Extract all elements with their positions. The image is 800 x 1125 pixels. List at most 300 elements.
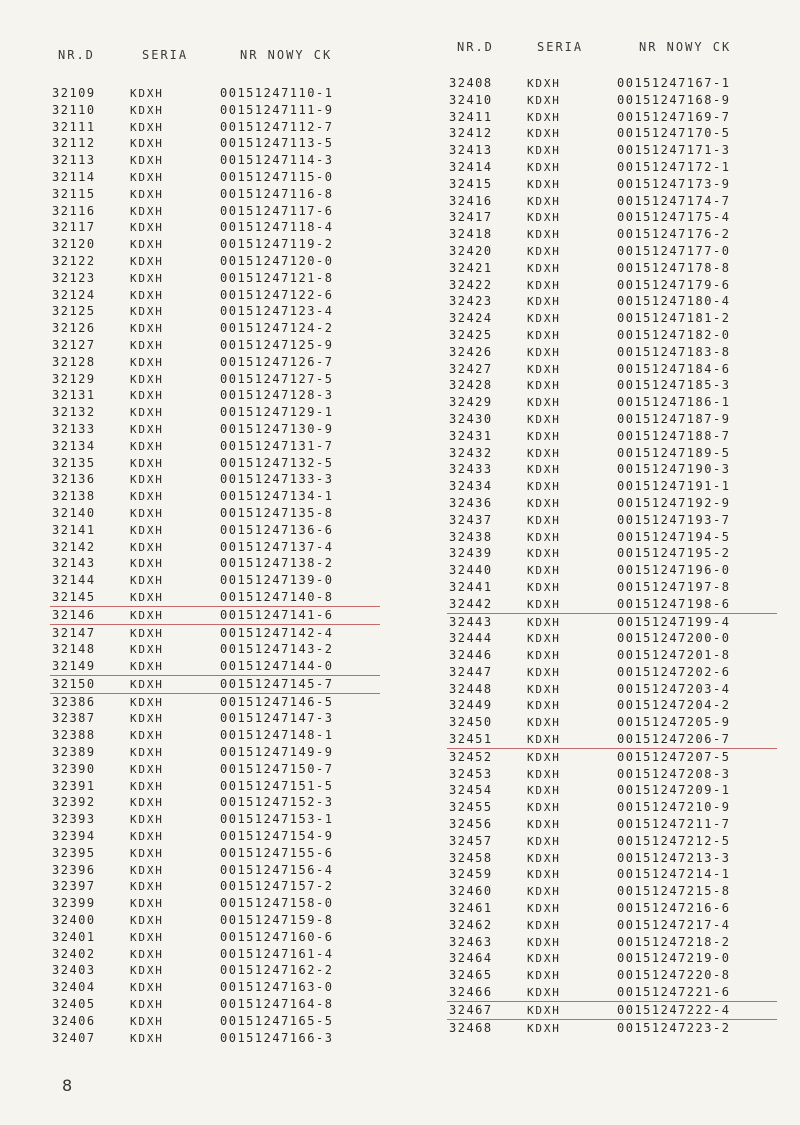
table-row: [447, 142, 777, 159]
row-nowy: 00151247159-8: [220, 913, 334, 928]
table-row: [447, 411, 777, 428]
row-seria: KDXH: [130, 574, 164, 588]
row-seria: KDXH: [527, 295, 561, 309]
row-nowy: 00151247188-7: [617, 428, 731, 443]
row-nr: 32466: [449, 985, 493, 1000]
table-row: [447, 681, 777, 698]
table-row: [50, 962, 380, 979]
table-row: [447, 260, 777, 277]
row-seria: KDXH: [527, 110, 561, 124]
row-nr: 32129: [52, 371, 96, 386]
table-row: [447, 445, 777, 462]
table-row: [447, 866, 777, 883]
row-nr: 32468: [449, 1020, 493, 1035]
row-nr: 32136: [52, 472, 96, 487]
row-seria: KDXH: [130, 187, 164, 201]
row-nr: 32401: [52, 929, 96, 944]
row-nowy: 00151247117-6: [220, 203, 334, 218]
row-nowy: 00151247146-5: [220, 694, 334, 709]
row-seria: KDXH: [130, 540, 164, 554]
row-nowy: 00151247120-0: [220, 253, 334, 268]
table-row: [447, 159, 777, 176]
row-nowy: 00151247185-3: [617, 378, 731, 393]
row-seria: KDXH: [130, 643, 164, 657]
table-row: [50, 320, 380, 337]
row-nr: 32432: [449, 445, 493, 460]
row-nr: 32414: [449, 159, 493, 174]
row-nr: 32455: [449, 800, 493, 815]
row-nr: 32444: [449, 631, 493, 646]
row-seria: KDXH: [527, 463, 561, 477]
row-seria: KDXH: [130, 964, 164, 978]
row-nr: 32457: [449, 833, 493, 848]
table-row: [50, 455, 380, 472]
row-nowy: 00151247157-2: [220, 879, 334, 894]
row-seria: KDXH: [527, 1003, 561, 1017]
row-seria: KDXH: [527, 396, 561, 410]
row-seria: KDXH: [527, 547, 561, 561]
row-seria: KDXH: [130, 813, 164, 827]
table-row: [50, 505, 380, 522]
row-nowy: 00151247150-7: [220, 761, 334, 776]
row-seria: KDXH: [527, 244, 561, 258]
row-nr: 32117: [52, 220, 96, 235]
table-row: [50, 555, 380, 572]
row-seria: KDXH: [130, 170, 164, 184]
row-nr: 32407: [52, 1030, 96, 1045]
row-seria: KDXH: [527, 530, 561, 544]
row-nowy: 00151247190-3: [617, 462, 731, 477]
table-row: [50, 912, 380, 929]
row-seria: KDXH: [130, 372, 164, 386]
row-nr: 32127: [52, 337, 96, 352]
row-nr: 32131: [52, 388, 96, 403]
row-nr: 32141: [52, 522, 96, 537]
header-seria: SERIA: [537, 40, 584, 54]
table-row: [50, 539, 380, 556]
row-seria: KDXH: [527, 986, 561, 1000]
row-nowy: 00151247183-8: [617, 344, 731, 359]
row-nr: 32439: [449, 546, 493, 561]
row-nr: 32436: [449, 495, 493, 510]
left-column: [50, 40, 380, 1045]
row-seria: KDXH: [130, 87, 164, 100]
table-row: [447, 512, 777, 529]
row-seria: KDXH: [130, 930, 164, 944]
row-nr: 32392: [52, 795, 96, 810]
row-nowy: 00151247204-2: [617, 698, 731, 713]
row-nowy: 00151247154-9: [220, 829, 334, 844]
row-nr: 32114: [52, 169, 96, 184]
row-nr: 32411: [449, 109, 493, 124]
row-nr: 32143: [52, 556, 96, 571]
row-nr: 32465: [449, 968, 493, 983]
row-nr: 32420: [449, 243, 493, 258]
row-nr: 32456: [449, 817, 493, 832]
row-nr: 32447: [449, 664, 493, 679]
row-seria: KDXH: [527, 194, 561, 208]
row-nowy: 00151247133-3: [220, 472, 334, 487]
row-nowy: 00151247220-8: [617, 968, 731, 983]
row-seria: KDXH: [130, 154, 164, 168]
row-nowy: 00151247114-3: [220, 153, 334, 168]
row-nowy: 00151247118-4: [220, 220, 334, 235]
table-row: [50, 710, 380, 727]
row-nr: 32451: [449, 732, 493, 747]
table-row: [447, 614, 777, 631]
row-nr: 32416: [449, 193, 493, 208]
row-nowy: 00151247205-9: [617, 715, 731, 730]
row-nr: 32442: [449, 596, 493, 611]
row-nowy: 00151247214-1: [617, 867, 731, 882]
row-seria: KDXH: [527, 649, 561, 663]
row-nowy: 00151247139-0: [220, 573, 334, 588]
row-nr: 32433: [449, 462, 493, 477]
row-nr: 32148: [52, 642, 96, 657]
row-nowy: 00151247129-1: [220, 405, 334, 420]
row-nr: 32128: [52, 354, 96, 369]
row-seria: KDXH: [130, 981, 164, 995]
row-seria: KDXH: [527, 750, 561, 764]
row-seria: KDXH: [130, 880, 164, 894]
row-seria: KDXH: [130, 254, 164, 268]
row-nowy: 00151247191-1: [617, 479, 731, 494]
row-seria: KDXH: [130, 914, 164, 928]
row-nowy: 00151247174-7: [617, 193, 731, 208]
row-nowy: 00151247171-3: [617, 143, 731, 158]
row-nowy: 00151247176-2: [617, 227, 731, 242]
row-nr: 32430: [449, 411, 493, 426]
table-row: [447, 596, 777, 614]
row-seria: KDXH: [130, 830, 164, 844]
table-row: [447, 310, 777, 327]
row-seria: KDXH: [130, 1014, 164, 1028]
table-row: [447, 226, 777, 243]
table-row: [447, 664, 777, 681]
table-row: [50, 694, 380, 711]
row-nowy: 00151247134-1: [220, 489, 334, 504]
table-row: [50, 488, 380, 505]
row-nr: 32431: [449, 428, 493, 443]
row-nr: 32395: [52, 845, 96, 860]
row-nowy: 00151247164-8: [220, 997, 334, 1012]
page-number: 8: [62, 1076, 73, 1095]
row-nr: 32463: [449, 934, 493, 949]
row-seria: KDXH: [130, 712, 164, 726]
table-row: [447, 243, 777, 260]
row-seria: KDXH: [527, 699, 561, 713]
table-row: [447, 984, 777, 1002]
row-nr: 32464: [449, 951, 493, 966]
row-nr: 32449: [449, 698, 493, 713]
row-nowy: 00151247119-2: [220, 237, 334, 252]
row-nr: 32443: [449, 614, 493, 629]
row-nr: 32111: [52, 119, 96, 134]
table-row: [447, 1020, 777, 1037]
row-nowy: 00151247110-1: [220, 86, 334, 100]
row-seria: KDXH: [130, 608, 164, 622]
row-nowy: 00151247193-7: [617, 512, 731, 527]
row-nowy: 00151247148-1: [220, 728, 334, 743]
row-nr: 32145: [52, 589, 96, 604]
row-nr: 32403: [52, 963, 96, 978]
row-nr: 32421: [449, 260, 493, 275]
row-nr: 32394: [52, 829, 96, 844]
table-row: [447, 967, 777, 984]
row-seria: KDXH: [527, 868, 561, 882]
table-row: [50, 85, 380, 102]
row-seria: KDXH: [130, 846, 164, 860]
table-row: [50, 1030, 380, 1047]
table-row: [447, 109, 777, 126]
row-nr: 32113: [52, 153, 96, 168]
row-nowy: 00151247125-9: [220, 337, 334, 352]
table-row: [50, 152, 380, 169]
row-seria: KDXH: [527, 665, 561, 679]
row-nowy: 00151247202-6: [617, 664, 731, 679]
row-seria: KDXH: [527, 767, 561, 781]
row-nowy: 00151247128-3: [220, 388, 334, 403]
row-seria: KDXH: [130, 626, 164, 640]
table-row: [50, 169, 380, 186]
row-nowy: 00151247112-7: [220, 119, 334, 134]
row-nowy: 00151247151-5: [220, 778, 334, 793]
row-seria: KDXH: [527, 429, 561, 443]
row-nowy: 00151247127-5: [220, 371, 334, 386]
row-seria: KDXH: [130, 677, 164, 691]
table-row: [447, 731, 777, 749]
row-seria: KDXH: [130, 1031, 164, 1045]
row-seria: KDXH: [130, 338, 164, 352]
row-nr: 32149: [52, 659, 96, 674]
row-seria: KDXH: [130, 305, 164, 319]
row-seria: KDXH: [130, 762, 164, 776]
table-row: [50, 270, 380, 287]
row-seria: KDXH: [130, 238, 164, 252]
row-seria: KDXH: [527, 345, 561, 359]
row-nr: 32437: [449, 512, 493, 527]
row-nowy: 00151247111-9: [220, 102, 334, 117]
row-nr: 32147: [52, 625, 96, 640]
row-nowy: 00151247158-0: [220, 896, 334, 911]
row-nr: 32441: [449, 579, 493, 594]
table-row: [447, 75, 777, 92]
row-nr: 32417: [449, 210, 493, 225]
row-nowy: 00151247223-2: [617, 1020, 731, 1035]
table-row: [447, 377, 777, 394]
table-row: [447, 327, 777, 344]
row-nr: 32413: [449, 143, 493, 158]
table-row: [447, 461, 777, 478]
table-row: [447, 562, 777, 579]
row-seria: KDXH: [527, 480, 561, 494]
table-row: [50, 744, 380, 761]
row-seria: KDXH: [130, 439, 164, 453]
table-row: [50, 371, 380, 388]
row-nowy: 00151247181-2: [617, 311, 731, 326]
row-nr: 32461: [449, 901, 493, 916]
right-header: [447, 40, 777, 68]
table-row: [447, 545, 777, 562]
row-nr: 32140: [52, 505, 96, 520]
row-nowy: 00151247212-5: [617, 833, 731, 848]
table-row: [447, 176, 777, 193]
row-nr: 32133: [52, 421, 96, 436]
row-nr: 32132: [52, 405, 96, 420]
row-nowy: 00151247132-5: [220, 455, 334, 470]
row-nowy: 00151247195-2: [617, 546, 731, 561]
row-nr: 32115: [52, 186, 96, 201]
row-seria: KDXH: [130, 288, 164, 302]
table-row: [50, 929, 380, 946]
row-nr: 32110: [52, 102, 96, 117]
row-nowy: 00151247182-0: [617, 327, 731, 342]
row-nowy: 00151247197-8: [617, 579, 731, 594]
row-nowy: 00151247126-7: [220, 354, 334, 369]
row-nr: 32438: [449, 529, 493, 544]
row-nr: 32126: [52, 321, 96, 336]
row-nowy: 00151247135-8: [220, 505, 334, 520]
row-nowy: 00151247145-7: [220, 676, 334, 691]
table-row: [447, 209, 777, 226]
row-nr: 32123: [52, 270, 96, 285]
row-nowy: 00151247165-5: [220, 1013, 334, 1028]
row-nowy: 00151247213-3: [617, 850, 731, 865]
table-row: [50, 946, 380, 963]
row-nr: 32150: [52, 676, 96, 691]
table-row: [50, 658, 380, 676]
row-seria: KDXH: [527, 969, 561, 983]
table-row: [447, 293, 777, 310]
table-row: [50, 421, 380, 438]
row-nr: 32452: [449, 749, 493, 764]
table-row: [447, 950, 777, 967]
table-row: [447, 749, 777, 766]
row-seria: KDXH: [130, 389, 164, 403]
row-seria: KDXH: [527, 328, 561, 342]
row-nr: 32467: [449, 1002, 493, 1017]
row-nowy: 00151247169-7: [617, 109, 731, 124]
row-nowy: 00151247131-7: [220, 438, 334, 453]
table-row: [50, 135, 380, 152]
table-row: [447, 647, 777, 664]
row-nowy: 00151247216-6: [617, 901, 731, 916]
row-nowy: 00151247175-4: [617, 210, 731, 225]
row-nowy: 00151247219-0: [617, 951, 731, 966]
table-row: [447, 697, 777, 714]
row-nr: 32391: [52, 778, 96, 793]
table-row: [50, 253, 380, 270]
row-nr: 32135: [52, 455, 96, 470]
row-nowy: 00151247207-5: [617, 749, 731, 764]
table-row: [447, 344, 777, 361]
row-nowy: 00151247189-5: [617, 445, 731, 460]
row-nowy: 00151247179-6: [617, 277, 731, 292]
row-seria: KDXH: [527, 818, 561, 832]
header-nr: NR.D: [58, 48, 95, 62]
row-nr: 32422: [449, 277, 493, 292]
row-nr: 32116: [52, 203, 96, 218]
table-row: [447, 428, 777, 445]
row-nr: 32425: [449, 327, 493, 342]
row-seria: KDXH: [527, 682, 561, 696]
row-seria: KDXH: [527, 412, 561, 426]
table-row: [447, 714, 777, 731]
row-seria: KDXH: [527, 177, 561, 191]
table-row: [447, 850, 777, 867]
row-nowy: 00151247124-2: [220, 321, 334, 336]
row-nowy: 00151247215-8: [617, 884, 731, 899]
row-seria: KDXH: [130, 473, 164, 487]
left-rows: [50, 85, 380, 1046]
table-row: [50, 337, 380, 354]
row-nr: 32399: [52, 896, 96, 911]
row-nowy: 00151247194-5: [617, 529, 731, 544]
row-nr: 32453: [449, 766, 493, 781]
table-row: [50, 303, 380, 320]
row-nowy: 00151247211-7: [617, 817, 731, 832]
row-nr: 32450: [449, 715, 493, 730]
table-row: [50, 1013, 380, 1030]
row-nr: 32424: [449, 311, 493, 326]
row-seria: KDXH: [527, 278, 561, 292]
table-row: [50, 845, 380, 862]
row-seria: KDXH: [527, 513, 561, 527]
row-nr: 32426: [449, 344, 493, 359]
row-seria: KDXH: [527, 580, 561, 594]
row-seria: KDXH: [130, 204, 164, 218]
table-row: [447, 394, 777, 411]
row-seria: KDXH: [527, 716, 561, 730]
row-nr: 32144: [52, 573, 96, 588]
row-nowy: 00151247200-0: [617, 631, 731, 646]
row-nr: 32122: [52, 253, 96, 268]
row-seria: KDXH: [527, 801, 561, 815]
row-nowy: 00151247199-4: [617, 614, 731, 629]
row-seria: KDXH: [130, 729, 164, 743]
row-seria: KDXH: [130, 947, 164, 961]
row-nr: 32120: [52, 237, 96, 252]
table-row: [50, 354, 380, 371]
row-seria: KDXH: [130, 103, 164, 117]
table-row: [447, 766, 777, 783]
row-seria: KDXH: [527, 496, 561, 510]
table-row: [50, 811, 380, 828]
row-nowy: 00151247121-8: [220, 270, 334, 285]
row-seria: KDXH: [527, 935, 561, 949]
row-nowy: 00151247201-8: [617, 648, 731, 663]
table-row: [50, 761, 380, 778]
row-nr: 32406: [52, 1013, 96, 1028]
right-column: [447, 40, 777, 1035]
row-nowy: 00151247170-5: [617, 126, 731, 141]
row-nowy: 00151247162-2: [220, 963, 334, 978]
table-row: [447, 917, 777, 934]
left-header: [50, 40, 380, 68]
table-row: [447, 529, 777, 546]
row-nr: 32434: [449, 479, 493, 494]
row-nowy: 00151247149-9: [220, 745, 334, 760]
row-nowy: 00151247140-8: [220, 589, 334, 604]
header-nowy: NR NOWY CK: [639, 40, 732, 54]
table-row: [447, 495, 777, 512]
row-seria: KDXH: [130, 506, 164, 520]
row-nr: 32440: [449, 563, 493, 578]
row-nr: 32458: [449, 850, 493, 865]
row-nr: 32446: [449, 648, 493, 663]
row-seria: KDXH: [130, 660, 164, 674]
row-nr: 32460: [449, 884, 493, 899]
